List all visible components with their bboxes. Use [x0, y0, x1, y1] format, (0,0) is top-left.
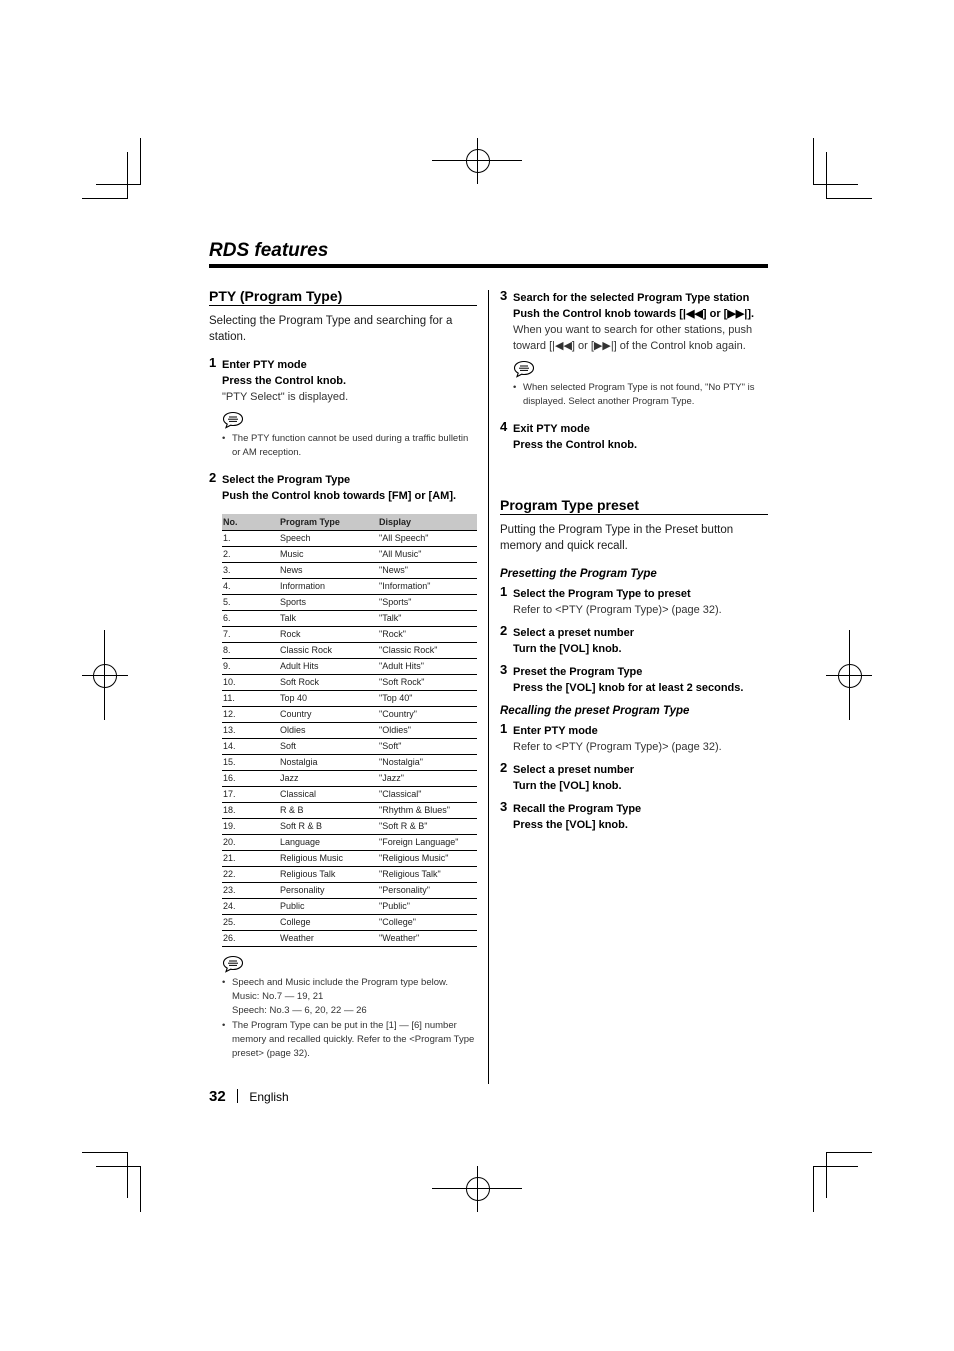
no-cell: 21. [222, 851, 279, 867]
no-cell: 5. [222, 595, 279, 611]
table-row [222, 915, 477, 931]
note-item: • The PTY function cannot be used during a traffic bulletin or AM reception. [232, 432, 477, 460]
table-row [222, 851, 477, 867]
preset-intro: Putting the Program Type in the Preset button memory and quick recall. [500, 524, 734, 552]
table-row [222, 723, 477, 739]
pty-intro: Selecting the Program Type and searching for a station. [209, 315, 453, 343]
presetting-step-3 [500, 664, 768, 696]
step-number: 4 [500, 419, 508, 434]
program-type-cell: Speech [279, 531, 378, 547]
step-number: 1 [209, 355, 217, 370]
display-cell: "Soft R & B" [378, 819, 477, 835]
display-cell: "All Music" [378, 547, 477, 563]
display-cell: "Religious Talk" [378, 867, 477, 883]
note-line: • Speech and Music include the Program type below. [232, 977, 448, 988]
column-header: Display [378, 514, 477, 531]
page-number: 32 [209, 1088, 226, 1105]
program-type-cell: Classic Rock [279, 643, 378, 659]
no-cell: 10. [222, 675, 279, 691]
page-footer [209, 1088, 289, 1105]
display-cell: "Personality" [378, 883, 477, 899]
no-cell: 18. [222, 803, 279, 819]
no-cell: 7. [222, 627, 279, 643]
program-type-cell: Classical [279, 787, 378, 803]
column-header: Program Type [279, 514, 378, 531]
program-type-cell: News [279, 563, 378, 579]
note-item [232, 976, 477, 1018]
no-cell: 3. [222, 563, 279, 579]
display-cell: "Soft Rock" [378, 675, 477, 691]
step-action: Turn the [VOL] knob. [513, 643, 622, 655]
display-cell: "Adult Hits" [378, 659, 477, 675]
no-cell: 19. [222, 819, 279, 835]
step-title: Search for the selected Program Type station [513, 292, 750, 304]
program-type-cell: Top 40 [279, 691, 378, 707]
display-cell: "Rock" [378, 627, 477, 643]
step-action: Push the Control knob towards [|◀◀] or [▶▶|]. [513, 308, 755, 320]
presetting-subheading: Presetting the Program Type [500, 568, 657, 580]
no-cell: 6. [222, 611, 279, 627]
display-cell: "Foreign Language" [378, 835, 477, 851]
step-title: Select a preset number [513, 627, 635, 639]
table-row [222, 803, 477, 819]
step-number: 1 [500, 584, 508, 599]
table-row [222, 547, 477, 563]
program-type-cell: Adult Hits [279, 659, 378, 675]
step-description: Refer to <PTY (Program Type)> (page 32). [513, 604, 722, 616]
step-action: Press the Control knob. [222, 375, 347, 387]
no-cell: 20. [222, 835, 279, 851]
step-action: Push the Control knob towards [FM] or [AM]. [222, 490, 457, 502]
table-row [222, 899, 477, 915]
step-number: 2 [209, 470, 217, 485]
step-title: Preset the Program Type [513, 666, 643, 678]
display-cell: "Classic Rock" [378, 643, 477, 659]
program-type-cell: Religious Talk [279, 867, 378, 883]
no-cell: 12. [222, 707, 279, 723]
no-cell: 1. [222, 531, 279, 547]
display-cell: "College" [378, 915, 477, 931]
display-cell: "Rhythm & Blues" [378, 803, 477, 819]
program-type-cell: Language [279, 835, 378, 851]
table-row [222, 579, 477, 595]
program-type-cell: College [279, 915, 378, 931]
no-cell: 13. [222, 723, 279, 739]
no-cell: 14. [222, 739, 279, 755]
display-cell: "Talk" [378, 611, 477, 627]
no-cell: 8. [222, 643, 279, 659]
recalling-step-1 [500, 723, 768, 755]
recalling-subheading: Recalling the preset Program Type [500, 705, 690, 717]
program-type-cell: Jazz [279, 771, 378, 787]
program-type-cell: Music [279, 547, 378, 563]
no-cell: 24. [222, 899, 279, 915]
display-cell: "All Speech" [378, 531, 477, 547]
program-type-cell: Personality [279, 883, 378, 899]
footer-language: English [249, 1090, 289, 1104]
step-description: When you want to search for other stations, push toward [|◀◀] or [▶▶|] of the Control knob again. [513, 324, 753, 352]
table-row [222, 563, 477, 579]
program-type-cell: Oldies [279, 723, 378, 739]
table-body [222, 531, 477, 947]
left-column [209, 288, 477, 1062]
step-title: Recall the Program Type [513, 803, 642, 815]
display-cell: "Weather" [378, 931, 477, 947]
display-cell: "Top 40" [378, 691, 477, 707]
no-cell: 23. [222, 883, 279, 899]
pty-step-3-note [500, 360, 768, 409]
step-number: 3 [500, 799, 508, 814]
display-cell: "News" [378, 563, 477, 579]
program-type-cell: Religious Music [279, 851, 378, 867]
display-cell: "Jazz" [378, 771, 477, 787]
program-type-cell: Rock [279, 627, 378, 643]
table-row [222, 675, 477, 691]
display-cell: "Nostalgia" [378, 755, 477, 771]
pty-step-1-note [209, 411, 477, 460]
no-cell: 26. [222, 931, 279, 947]
table-row [222, 531, 477, 547]
table-header-row [222, 514, 477, 531]
pty-step-2 [209, 472, 477, 504]
step-description: "PTY Select" is displayed. [222, 391, 349, 403]
pty-step-1 [209, 357, 477, 405]
section-title: RDS features [209, 240, 329, 261]
table-row [222, 643, 477, 659]
table-row [222, 867, 477, 883]
no-cell: 16. [222, 771, 279, 787]
preset-heading: Program Type preset [500, 497, 768, 515]
step-title: Enter PTY mode [222, 359, 307, 371]
table-row [222, 931, 477, 947]
no-cell: 22. [222, 867, 279, 883]
program-type-cell: Public [279, 899, 378, 915]
right-column [500, 288, 768, 833]
program-type-cell: Soft Rock [279, 675, 378, 691]
step-number: 3 [500, 288, 508, 303]
step-number: 2 [500, 623, 508, 638]
no-cell: 15. [222, 755, 279, 771]
table-note [209, 955, 477, 1061]
step-title: Select a preset number [513, 764, 635, 776]
program-type-cell: Soft R & B [279, 819, 378, 835]
note-item: • The Program Type can be put in the [1] — [6] number memory and recalled quickly. Refer to the <Program Type preset> (page 32). [232, 1019, 477, 1061]
title-rule [209, 264, 768, 268]
table-row [222, 883, 477, 899]
recalling-step-2 [500, 762, 768, 794]
column-header: No. [222, 514, 279, 531]
step-action: Press the [VOL] knob. [513, 819, 628, 831]
program-type-cell: Soft [279, 739, 378, 755]
program-type-cell: Weather [279, 931, 378, 947]
step-description: Refer to <PTY (Program Type)> (page 32). [513, 741, 722, 753]
display-cell: "Classical" [378, 787, 477, 803]
program-type-cell: Talk [279, 611, 378, 627]
note-icon [513, 360, 535, 378]
display-cell: "Oldies" [378, 723, 477, 739]
display-cell: "Religious Music" [378, 851, 477, 867]
pty-heading: PTY (Program Type) [209, 288, 477, 306]
no-cell: 17. [222, 787, 279, 803]
step-number: 2 [500, 760, 508, 775]
presetting-step-2 [500, 625, 768, 657]
pty-step-4 [500, 421, 768, 453]
recalling-step-3 [500, 801, 768, 833]
step-action: Press the Control knob. [513, 439, 638, 451]
program-type-cell: Nostalgia [279, 755, 378, 771]
display-cell: "Public" [378, 899, 477, 915]
display-cell: "Country" [378, 707, 477, 723]
step-title: Select the Program Type to preset [513, 588, 691, 600]
no-cell: 11. [222, 691, 279, 707]
pty-step-3 [500, 290, 768, 354]
display-cell: "Soft" [378, 739, 477, 755]
program-type-cell: Country [279, 707, 378, 723]
note-line: Speech: No.3 — 6, 20, 22 — 26 [232, 1005, 367, 1016]
table-row [222, 611, 477, 627]
table-row [222, 755, 477, 771]
note-item: • When selected Program Type is not found, "No PTY" is displayed. Select another Program Type. [523, 381, 768, 409]
table-row [222, 659, 477, 675]
note-icon [222, 411, 244, 429]
table-row [222, 627, 477, 643]
table-row [222, 739, 477, 755]
step-action: Press the [VOL] knob for at least 2 seconds. [513, 682, 744, 694]
program-type-cell: R & B [279, 803, 378, 819]
step-number: 3 [500, 662, 508, 677]
note-line: Music: No.7 — 19, 21 [232, 991, 324, 1002]
table-row [222, 787, 477, 803]
column-divider [488, 290, 489, 1084]
no-cell: 4. [222, 579, 279, 595]
no-cell: 25. [222, 915, 279, 931]
footer-divider [237, 1089, 238, 1103]
table-row [222, 819, 477, 835]
table-row [222, 835, 477, 851]
table-row [222, 771, 477, 787]
program-type-table [222, 514, 477, 947]
table-row [222, 707, 477, 723]
step-title: Enter PTY mode [513, 725, 598, 737]
no-cell: 9. [222, 659, 279, 675]
step-number: 1 [500, 721, 508, 736]
step-action: Turn the [VOL] knob. [513, 780, 622, 792]
step-title: Select the Program Type [222, 474, 351, 486]
step-title: Exit PTY mode [513, 423, 590, 435]
display-cell: "Sports" [378, 595, 477, 611]
display-cell: "Information" [378, 579, 477, 595]
presetting-step-1 [500, 586, 768, 618]
note-icon [222, 955, 244, 973]
no-cell: 2. [222, 547, 279, 563]
table-row [222, 595, 477, 611]
program-type-cell: Information [279, 579, 378, 595]
table-row [222, 691, 477, 707]
program-type-cell: Sports [279, 595, 378, 611]
